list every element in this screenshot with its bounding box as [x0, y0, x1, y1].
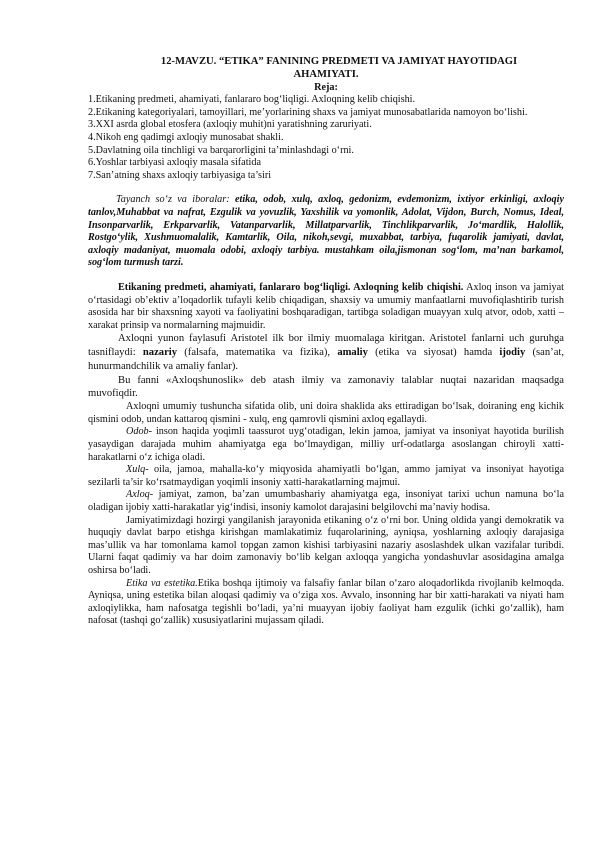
- section-1-heading: Etikaning predmeti, ahamiyati, fanlararo bog‘liqligi. Axloqning kelib chiqishi.: [118, 281, 464, 293]
- term-amaliy: amaliy: [337, 347, 368, 359]
- plan-item: 6.Yoshlar tarbiyasi axloqiy masala sifatida: [88, 157, 261, 169]
- term-odob: Odob: [126, 426, 149, 438]
- term-xulq: Xulq: [126, 464, 146, 476]
- plan-item: 2.Etikaning kategoriyalari, tamoyillari, me’yorlarining shaxs va jamiyat munosabatlarida namoyon bo‘lishi.: [88, 106, 528, 118]
- plan-item: 4.Nikoh eng qadimgi axloqiy munosabat shakli.: [88, 131, 284, 143]
- plan-item: 1.Etikaning predmeti, ahamiyati, fanlararo bog‘liqligi. Axloqning kelib chiqishi.: [88, 94, 416, 106]
- text-run: - oila, jamoa, mahalla-ko‘y miqyosida ahamiyatli bo‘lgan, ammo jamiyat va insoniyat hayotiga sezilarli ta’sir ko‘rsatmaydigan yoqimli insoniy xatti-harakatlarning majmui.: [88, 464, 564, 488]
- aristotel-paragraph: [88, 332, 564, 373]
- plan-item: 7.San’atning shaxs axloqiy tarbiyasiga ta’siri: [88, 169, 272, 181]
- jamiyat-paragraph: Jamiyatimizdagi hozirgi yangilanish jarayonida etikaning o‘z o‘rni bor. Uning oldida yangi demokratik va huquqiy davlat barpo etishga kirishgan mamlakatimiz fuqarolarining, ayniqsa, yoshlarning axloqiy darajasiga mas’ullik va har tomonlama kamol topgan zamon kishisi tarbiyasini nazariy asoslashdek ulkan vazifalar turibdi. Ularni faqat qadimiy va har doim zamonaviy bo‘lib kelgan axloqqa yangicha yondashuvlar asosidagina amalga oshirsa bo‘ladi.: [88, 514, 564, 576]
- title-line-1: 12-MAVZU. “ETIKA” FANINING PREDMETI VA JAMIYAT HAYOTIDAGI: [160, 56, 518, 67]
- section-1-paragraph: [88, 282, 564, 332]
- section-1-text: Axloq inson va jamiyat o‘rtasidagi ob’ektiv a’loqadorlik tufayli kelib chiqadigan, shaxsiy va umumiy manfaatlarni muvofiqlashtirib turish asosida har bir shaxsning xayoti va faoliyatini boshqaradigan, tartibga soladigan muayyan xulq atvor, odob, xatti – xarakat prinsip va normalarning majmuidir.: [88, 281, 564, 331]
- keywords-lead: Tayanch so‘z va iboralar:: [116, 194, 230, 206]
- text-run: Etika boshqa ijtimoiy va falsafiy fanlar bilan o‘zaro aloqadorlikda rivojlanib kelmoqda. Ayniqsa, uning estetika bilan aloqasi qadimiy va o‘ziga xos. Avvalo, insonning har bir xatti-harakati va niyati ham axloqiylikka, ham nafosatga tegishli bo‘ladi, ya’ni muayyan ijobiy faoliyat ham ezgulik (ichki go‘zallik), ham nafosat (tashqi go‘zallik) xususiyatlarini mujassam qiladi.: [88, 577, 564, 627]
- title-line-2: AHAMIYATI.: [293, 68, 359, 80]
- term-etika-estetika: Etika va estetika.: [126, 577, 198, 589]
- odob-paragraph: [88, 426, 564, 464]
- fan-paragraph: Bu fanni «Axloqshunoslik» deb atash ilmiy va zamonaviy talablar nuqtai nazaridan maqsadga muvofiqdir.: [88, 374, 564, 400]
- text-run: - jamiyat, zamon, ba’zan umumbashariy ahamiyatga ega, insoniyat tarixi uchun namuna bo‘la oladigan ijobiy xatti-harakatlar yig‘indisi, insoniy kamolot darajasini belgilovchi ma’naviy hodisa.: [88, 489, 564, 514]
- plan-heading: Reja:: [314, 81, 338, 93]
- term-nazariy: nazariy: [142, 347, 178, 359]
- xulq-paragraph: [88, 464, 564, 489]
- etika-paragraph: [88, 578, 564, 628]
- text-run: - inson haqida yoqimli taassurot uyg‘otadigan, lekin jamoa, jamiyat va insoniyat hayotida burilish yasaydigan darajada muhim ahamiyatga ega bo‘lmaydigan, milliy urf-odatlarga asoslangan chiroyli xatti-harakatlarni o‘z ichiga oladi.: [88, 426, 564, 463]
- page-title: [88, 56, 564, 82]
- plan-item: 3.XXI asrda global etosfera (axloqiy muhit)ni yaratishning zaruriyati.: [88, 119, 372, 131]
- plan-item: 5.Davlatning oila tinchligi va barqarorligini ta’minlashdagi o‘rni.: [88, 144, 354, 156]
- text-run: (san’at, hunurmandchilik va amaliy fanlar).: [88, 347, 564, 372]
- axloq-definition-paragraph: [88, 489, 564, 514]
- term-axloq: Axloq: [126, 489, 150, 501]
- text-run: (etika va siyosat) hamda: [367, 347, 500, 359]
- text-run: Axloqni yunon faylasufi Aristotel ilk bor ilmiy muomalaga kiritgan. Aristotel fanlarni uch guruhga tasniflaydi:: [88, 333, 564, 359]
- text-run: (falsafa, matematika va fizika),: [177, 347, 338, 359]
- keywords-paragraph: [88, 194, 564, 270]
- term-ijodiy: ijodiy: [499, 347, 526, 359]
- plan-list: [88, 94, 564, 182]
- axloq-paragraph: Axloqni umumiy tushuncha sifatida olib, uni doira shaklida aks ettiradigan bo‘lsak, doiraning eng kichik qismini odob, undan kattaroq qismini - xulq, eng qamrovli qismini axloq egallaydi.: [88, 401, 564, 425]
- keywords-text: etika, odob, xulq, axloq, gedonizm, evdemonizm, ixtiyor erkinligi, axloqiy tanlov,Muhabbat va nafrat, Ezgulik va yovuzlik, Yaxshilik va yomonlik, Adolat, Vijdon, Burch, Nomus, Ideal, Insonparvarlik, Erkparvarlik, Vatanparvarlik, Millatparvarlik, Tinchlikparvarlik, Jo‘mardlik, Halollik, Rostgo‘ylik, Xushmuomalalik, Kamtarlik, Oila, nikoh,sevgi, muxabbat, tarbiya, fuqarolik jamiyati, davlat, axloqiy madaniyat, muomala odobi, axloqiy tarbiya. mustahkam oila,jismonan sog‘lom, ma’nan barkamol, sog‘lom turmush tarzi.: [88, 194, 564, 269]
